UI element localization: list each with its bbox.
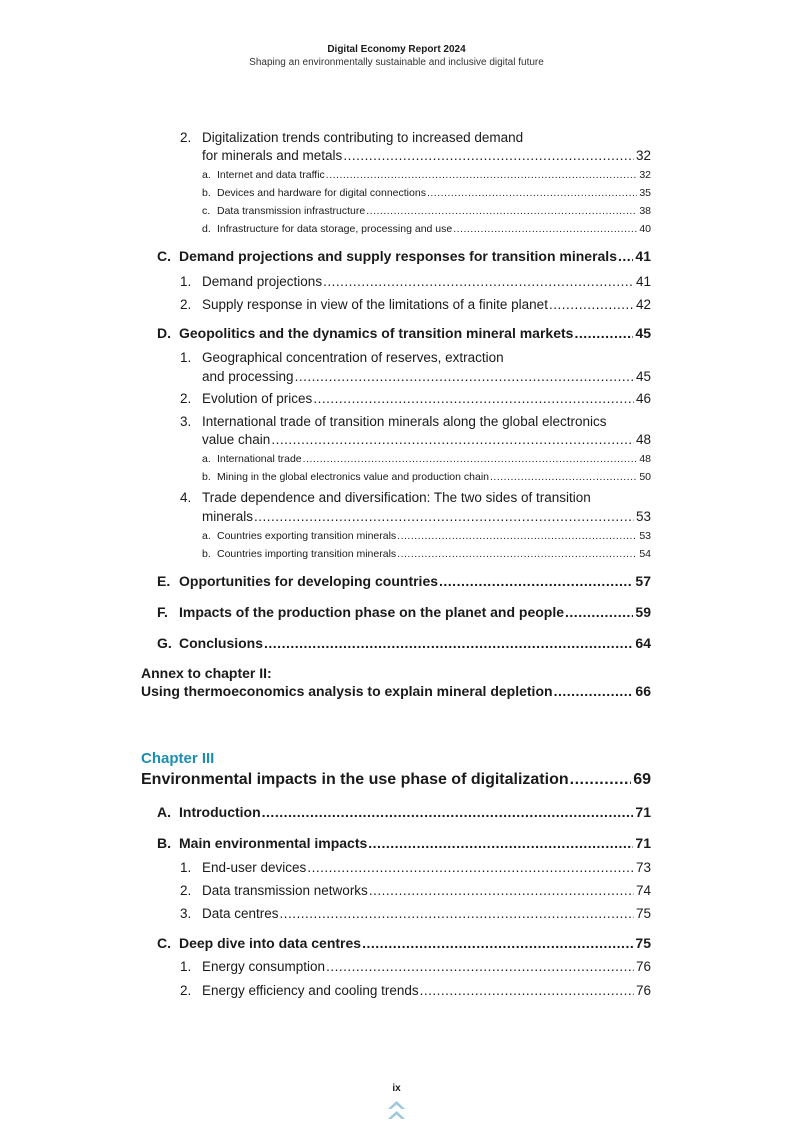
toc-entry-heading[interactable]: 4. Trade dependence and diversification: The two sides of transition [180, 490, 591, 505]
dot-leader [280, 906, 634, 921]
toc-entry-heading[interactable]: 1. Geographical concentration of reserves, extraction [180, 350, 504, 365]
toc-section-f[interactable]: F. Impacts of the production phase on the planet and people ..... 59 [157, 604, 651, 620]
dot-leader [264, 635, 633, 651]
dot-leader [323, 274, 634, 289]
toc-entry[interactable]: a. Countries exporting transition minerals ..... 53 [202, 530, 651, 542]
toc-entry[interactable]: 2. Supply response in view of the limitations of a finite planet ..... 42 [180, 297, 651, 312]
report-subtitle: Shaping an environmentally sustainable and inclusive digital future [249, 57, 544, 68]
toc-entry[interactable]: b. Countries importing transition minerals ..... 54 [202, 548, 651, 560]
dot-leader [326, 169, 638, 181]
double-chevron-up-icon[interactable] [386, 1099, 407, 1121]
toc-annex-heading[interactable]: Annex to chapter II: [141, 665, 272, 681]
toc-section-c[interactable]: C. Deep dive into data centres ..... 75 [157, 935, 651, 951]
dot-leader [295, 369, 634, 384]
toc-section-a[interactable]: A. Introduction ..... 71 [157, 804, 651, 820]
dot-leader [549, 297, 634, 312]
toc-entry[interactable]: d. Infrastructure for data storage, processing and use ..... 40 [202, 223, 651, 235]
toc-entry[interactable]: and processing ..... 45 [202, 369, 651, 384]
toc-entry[interactable]: 2. Evolution of prices ..... 46 [180, 391, 651, 406]
chapter-title-entry[interactable]: Environmental impacts in the use phase of digitalization ..... 69 [141, 771, 651, 789]
dot-leader [427, 187, 637, 199]
dot-leader [490, 471, 637, 483]
toc-entry[interactable]: 1. End-user devices ..... 73 [180, 860, 651, 875]
toc-section-g[interactable]: G. Conclusions ..... 64 [157, 635, 651, 651]
dot-leader [439, 573, 633, 589]
toc-annex-entry[interactable]: Using thermoeconomics analysis to explain mineral depletion ..... 66 [141, 683, 651, 699]
toc-entry[interactable]: a. Internet and data traffic ..... 32 [202, 169, 651, 181]
chapter-label: Chapter III [141, 750, 215, 767]
dot-leader [343, 148, 634, 163]
dot-leader [618, 248, 633, 264]
dot-leader [271, 432, 634, 447]
toc-entry[interactable]: for minerals and metals ..... 32 [202, 148, 651, 163]
toc-entry[interactable]: c. Data transmission infrastructure ..... 38 [202, 205, 651, 217]
report-title: Digital Economy Report 2024 [327, 44, 466, 55]
toc-section-e[interactable]: E. Opportunities for developing countries ..... 57 [157, 573, 651, 589]
dot-leader [254, 509, 634, 524]
toc-section-d[interactable]: D. Geopolitics and the dynamics of transition mineral markets ..... 45 [157, 325, 651, 341]
toc-section-b[interactable]: B. Main environmental impacts ..... 71 [157, 835, 651, 851]
toc-entry[interactable]: 1. Energy consumption ..... 76 [180, 959, 651, 974]
toc-section-c[interactable]: C. Demand projections and supply responses for transition minerals ..... 41 [157, 248, 651, 264]
dot-leader [420, 983, 634, 998]
toc-entry[interactable]: minerals ..... 53 [202, 509, 651, 524]
dot-leader [574, 325, 633, 341]
toc-entry[interactable]: value chain ..... 48 [202, 432, 651, 447]
running-header [0, 43, 793, 70]
dot-leader [307, 860, 634, 875]
dot-leader [570, 771, 632, 789]
dot-leader [262, 804, 634, 820]
dot-leader [368, 835, 633, 851]
toc-entry-heading[interactable]: 2. Digitalization trends contributing to increased demand [180, 130, 524, 145]
dot-leader [313, 391, 634, 406]
dot-leader [554, 683, 634, 699]
toc-entry[interactable]: 2. Energy efficiency and cooling trends ..... 76 [180, 983, 651, 998]
toc-entry[interactable]: 3. Data centres ..... 75 [180, 906, 651, 921]
toc-entry[interactable]: b. Mining in the global electronics value and production chain ..... 50 [202, 471, 651, 483]
dot-leader [397, 530, 637, 542]
dot-leader [303, 453, 638, 465]
page-number: ix [392, 1083, 401, 1094]
dot-leader [369, 883, 634, 898]
toc-entry[interactable]: 2. Data transmission networks ..... 74 [180, 883, 651, 898]
dot-leader [397, 548, 637, 560]
dot-leader [362, 935, 633, 951]
dot-leader [366, 205, 637, 217]
dot-leader [453, 223, 637, 235]
toc-entry-heading[interactable]: 3. International trade of transition minerals along the global electronics [180, 414, 607, 429]
dot-leader [565, 604, 633, 620]
toc-entry[interactable]: b. Devices and hardware for digital connections ..... 35 [202, 187, 651, 199]
toc-entry[interactable]: 1. Demand projections ..... 41 [180, 274, 651, 289]
toc-entry[interactable]: a. International trade ..... 48 [202, 453, 651, 465]
dot-leader [326, 959, 634, 974]
